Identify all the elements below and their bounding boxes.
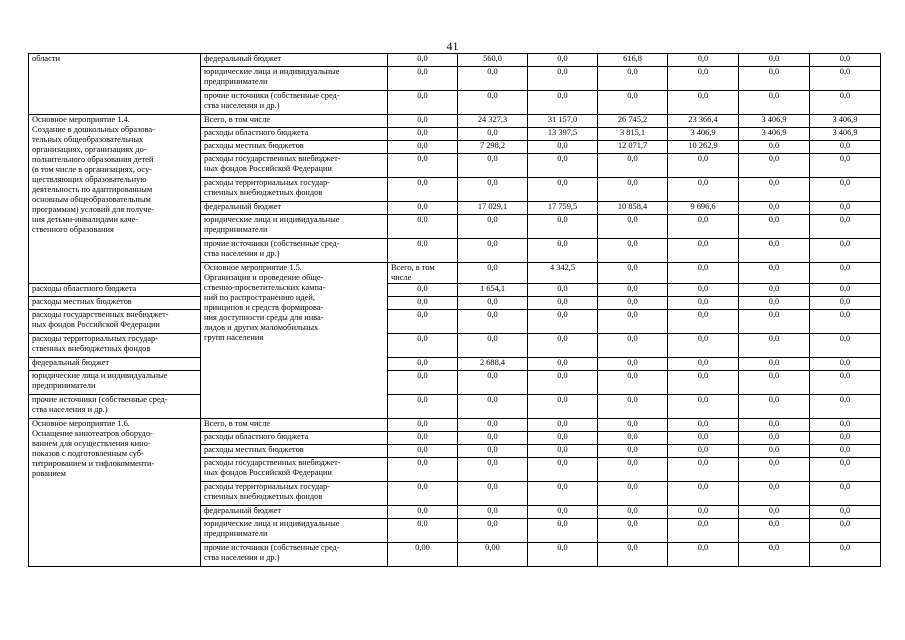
measure-description: области: [29, 54, 201, 115]
amount-cell: 12 071,7: [598, 141, 668, 154]
amount-cell: 0,0: [528, 458, 598, 482]
amount-cell: 0,00: [458, 543, 528, 567]
amount-cell: 0,0: [598, 482, 668, 506]
amount-cell: 0,0: [598, 419, 668, 432]
amount-cell: 0,0: [458, 297, 528, 310]
amount-cell: 0,0: [810, 358, 881, 371]
amount-cell: 0,0: [739, 419, 810, 432]
funding-source: прочие источники (собственные сред- ства населения и др.): [201, 543, 388, 567]
amount-cell: 0,0: [668, 543, 739, 567]
amount-cell: 0,0: [458, 310, 528, 334]
amount-cell: 0,0: [739, 519, 810, 543]
amount-cell: 0,0: [528, 154, 598, 178]
amount-cell: 0,0: [388, 519, 458, 543]
budget-table: [28, 53, 881, 567]
amount-cell: 0,0: [598, 284, 668, 297]
table-row: [29, 419, 881, 432]
amount-cell: 0,0: [668, 91, 739, 115]
table-row: [29, 54, 881, 67]
amount-cell: 0,0: [388, 482, 458, 506]
amount-cell: 0,0: [528, 141, 598, 154]
amount-cell: 0,0: [739, 482, 810, 506]
amount-cell: 0,0: [668, 482, 739, 506]
amount-cell: 0,0: [458, 519, 528, 543]
amount-cell: 0,0: [458, 334, 528, 358]
amount-cell: 10 858,4: [598, 202, 668, 215]
amount-cell: 0,0: [388, 284, 458, 297]
amount-cell: 0,0: [388, 141, 458, 154]
amount-cell: 0,0: [528, 432, 598, 445]
funding-source: расходы областного бюджета: [201, 128, 388, 141]
amount-cell: 0,0: [810, 432, 881, 445]
amount-cell: 0,0: [458, 239, 528, 263]
amount-cell: 3 406,9: [810, 115, 881, 128]
amount-cell: 0,0: [739, 91, 810, 115]
amount-cell: 0,0: [388, 458, 458, 482]
amount-cell: 0,0: [810, 202, 881, 215]
funding-source: расходы местных бюджетов: [201, 141, 388, 154]
funding-source: расходы государственных внебюджет- ных фондов Российской Федерации: [29, 310, 201, 334]
amount-cell: 0,0: [739, 458, 810, 482]
amount-cell: 0,0: [388, 395, 458, 419]
amount-cell: 0,0: [810, 482, 881, 506]
amount-cell: 0,0: [458, 482, 528, 506]
amount-cell: 31 157,0: [528, 115, 598, 128]
amount-cell: 0,0: [598, 371, 668, 395]
amount-cell: 0,0: [528, 178, 598, 202]
amount-cell: 0,0: [668, 506, 739, 519]
funding-source: Всего, в том числе: [201, 419, 388, 432]
amount-cell: 0,0: [388, 91, 458, 115]
amount-cell: 0,0: [739, 284, 810, 297]
amount-cell: 0,0: [458, 371, 528, 395]
amount-cell: 9 696,6: [668, 202, 739, 215]
amount-cell: 0,0: [528, 310, 598, 334]
amount-cell: 0,0: [598, 519, 668, 543]
amount-cell: 0,0: [668, 178, 739, 202]
funding-source: расходы областного бюджета: [29, 284, 201, 297]
amount-cell: 23 366,4: [668, 115, 739, 128]
amount-cell: 0,0: [458, 419, 528, 432]
funding-source: федеральный бюджет: [201, 506, 388, 519]
amount-cell: 0,0: [739, 239, 810, 263]
funding-source: расходы территориальных государ- ственных внебюджетных фондов: [201, 178, 388, 202]
amount-cell: 0,0: [388, 310, 458, 334]
table-row: [29, 358, 881, 371]
amount-cell: 2 688,4: [458, 358, 528, 371]
amount-cell: 0,0: [528, 284, 598, 297]
amount-cell: 7 298,2: [458, 141, 528, 154]
amount-cell: 0,0: [668, 395, 739, 419]
amount-cell: 616,8: [598, 54, 668, 67]
amount-cell: 0,0: [528, 543, 598, 567]
funding-source: прочие источники (собственные сред- ства населения и др.): [201, 91, 388, 115]
amount-cell: 0,0: [458, 178, 528, 202]
amount-cell: 0,0: [598, 395, 668, 419]
amount-cell: 0,0: [528, 506, 598, 519]
amount-cell: 0,0: [598, 334, 668, 358]
amount-cell: 0,0: [810, 445, 881, 458]
amount-cell: 0,0: [668, 297, 739, 310]
amount-cell: 0,0: [388, 67, 458, 91]
amount-cell: 0,0: [388, 371, 458, 395]
amount-cell: 0,0: [668, 239, 739, 263]
amount-cell: 0,0: [388, 506, 458, 519]
amount-cell: 24 327,3: [458, 115, 528, 128]
amount-cell: 0,0: [739, 54, 810, 67]
funding-source: расходы местных бюджетов: [201, 445, 388, 458]
amount-cell: 0,0: [739, 202, 810, 215]
amount-cell: 0,0: [810, 371, 881, 395]
table-row: [29, 284, 881, 297]
amount-cell: 0,0: [810, 519, 881, 543]
amount-cell: 0,0: [528, 519, 598, 543]
amount-cell: 0,0: [458, 91, 528, 115]
table-row: [29, 371, 881, 395]
amount-cell: 0,0: [668, 519, 739, 543]
amount-cell: 0,0: [388, 432, 458, 445]
amount-cell: 0,0: [810, 54, 881, 67]
page-number: 41: [446, 39, 459, 53]
amount-cell: 0,0: [598, 154, 668, 178]
amount-cell: 0,0: [388, 358, 458, 371]
amount-cell: 4 342,5: [528, 263, 598, 284]
amount-cell: 0,0: [528, 445, 598, 458]
amount-cell: 0,0: [739, 154, 810, 178]
amount-cell: 0,0: [528, 67, 598, 91]
amount-cell: 0,0: [668, 215, 739, 239]
amount-cell: 3 406,9: [739, 115, 810, 128]
amount-cell: 0,0: [739, 334, 810, 358]
amount-cell: 0,0: [598, 458, 668, 482]
funding-source: юридические лица и индивидуальные предприниматели: [201, 519, 388, 543]
amount-cell: 0,0: [739, 297, 810, 310]
amount-cell: 0,00: [388, 543, 458, 567]
amount-cell: 1 654,1: [458, 284, 528, 297]
amount-cell: 0,0: [388, 178, 458, 202]
amount-cell: 0,0: [810, 458, 881, 482]
measure-description: Основное мероприятие 1.6. Оснащение кинотеатров оборудо- ванием для осуществления кино- показов с подготовленным суб- титрированием и тифлокомменти- рованием: [29, 419, 201, 567]
funding-source: юридические лица и индивидуальные предприниматели: [201, 215, 388, 239]
amount-cell: 0,0: [739, 371, 810, 395]
amount-cell: 0,0: [458, 263, 528, 284]
amount-cell: 0,0: [598, 310, 668, 334]
amount-cell: 0,0: [598, 91, 668, 115]
amount-cell: 0,0: [528, 482, 598, 506]
amount-cell: 0,0: [810, 154, 881, 178]
funding-source: федеральный бюджет: [201, 54, 388, 67]
amount-cell: 0,0: [739, 358, 810, 371]
funding-source: Всего, в том числе: [201, 115, 388, 128]
amount-cell: 0,0: [528, 371, 598, 395]
amount-cell: 0,0: [739, 67, 810, 91]
amount-cell: 0,0: [528, 54, 598, 67]
amount-cell: 0,0: [668, 445, 739, 458]
amount-cell: 0,0: [598, 543, 668, 567]
amount-cell: 0,0: [598, 178, 668, 202]
amount-cell: 0,0: [458, 395, 528, 419]
amount-cell: 0,0: [810, 395, 881, 419]
funding-source: расходы территориальных государ- ственных внебюджетных фондов: [29, 334, 201, 358]
table-row: [29, 395, 881, 419]
amount-cell: 0,0: [388, 115, 458, 128]
amount-cell: 0,0: [810, 284, 881, 297]
funding-source: прочие источники (собственные сред- ства населения и др.): [29, 395, 201, 419]
amount-cell: 0,0: [528, 419, 598, 432]
funding-source: расходы областного бюджета: [201, 432, 388, 445]
amount-cell: 0,0: [668, 67, 739, 91]
amount-cell: 0,0: [598, 358, 668, 371]
funding-source: прочие источники (собственные сред- ства населения и др.): [201, 239, 388, 263]
amount-cell: 0,0: [810, 141, 881, 154]
amount-cell: 0,0: [739, 506, 810, 519]
amount-cell: 26 745,2: [598, 115, 668, 128]
amount-cell: 0,0: [458, 154, 528, 178]
amount-cell: 560,0: [458, 54, 528, 67]
amount-cell: 0,0: [810, 310, 881, 334]
amount-cell: 0,0: [458, 128, 528, 141]
amount-cell: 0,0: [528, 215, 598, 239]
funding-source: юридические лица и индивидуальные предприниматели: [29, 371, 201, 395]
amount-cell: 0,0: [458, 67, 528, 91]
funding-source: расходы государственных внебюджет- ных фондов Российской Федерации: [201, 458, 388, 482]
amount-cell: 0,0: [810, 506, 881, 519]
amount-cell: 0,0: [598, 506, 668, 519]
amount-cell: 0,0: [810, 263, 881, 284]
amount-cell: 0,0: [598, 432, 668, 445]
amount-cell: 17 759,5: [528, 202, 598, 215]
amount-cell: 0,0: [388, 445, 458, 458]
amount-cell: 3 406,9: [668, 128, 739, 141]
amount-cell: 0,0: [388, 334, 458, 358]
amount-cell: 0,0: [668, 310, 739, 334]
amount-cell: 0,0: [528, 91, 598, 115]
funding-source: юридические лица и индивидуальные предприниматели: [201, 67, 388, 91]
amount-cell: 0,0: [528, 395, 598, 419]
amount-cell: 0,0: [388, 128, 458, 141]
table-row: [29, 334, 881, 358]
amount-cell: 0,0: [739, 445, 810, 458]
amount-cell: 0,0: [739, 141, 810, 154]
funding-source: расходы территориальных государ- ственных внебюджетных фондов: [201, 482, 388, 506]
amount-cell: 0,0: [388, 202, 458, 215]
amount-cell: 0,0: [668, 154, 739, 178]
table-row: [29, 115, 881, 128]
measure-description: Основное мероприятие 1.5. Организация и проведение обще- ственно-просветительских кампа- ний по распространению идей, принципов и средств формирова- ния доступности среды для инва- лидов и других маломобильных групп населения: [201, 263, 388, 419]
funding-source: расходы местных бюджетов: [29, 297, 201, 310]
amount-cell: 0,0: [598, 297, 668, 310]
amount-cell: 3 815,1: [598, 128, 668, 141]
amount-cell: 0,0: [528, 239, 598, 263]
amount-cell: 0,0: [810, 91, 881, 115]
amount-cell: 0,0: [528, 297, 598, 310]
amount-cell: 0,0: [810, 178, 881, 202]
amount-cell: 0,0: [668, 358, 739, 371]
amount-cell: 0,0: [668, 432, 739, 445]
amount-cell: 3 406,9: [810, 128, 881, 141]
amount-cell: 0,0: [739, 178, 810, 202]
amount-cell: 0,0: [810, 543, 881, 567]
amount-cell: 0,0: [598, 67, 668, 91]
amount-cell: 0,0: [810, 215, 881, 239]
amount-cell: 0,0: [528, 334, 598, 358]
amount-cell: 0,0: [598, 239, 668, 263]
amount-cell: 0,0: [739, 432, 810, 445]
amount-cell: 0,0: [739, 395, 810, 419]
amount-cell: 3 406,9: [739, 128, 810, 141]
amount-cell: 0,0: [739, 310, 810, 334]
amount-cell: 10 262,9: [668, 141, 739, 154]
amount-cell: 0,0: [810, 239, 881, 263]
table-row: [29, 297, 881, 310]
amount-cell: 0,0: [598, 263, 668, 284]
funding-source: федеральный бюджет: [29, 358, 201, 371]
amount-cell: 0,0: [810, 67, 881, 91]
amount-cell: 0,0: [388, 215, 458, 239]
amount-cell: 0,0: [668, 284, 739, 297]
funding-source: расходы государственных внебюджет- ных фондов Российской Федерации: [201, 154, 388, 178]
amount-cell: 0,0: [810, 334, 881, 358]
amount-cell: 0,0: [668, 54, 739, 67]
amount-cell: 0,0: [458, 432, 528, 445]
amount-cell: 0,0: [388, 297, 458, 310]
amount-cell: 0,0: [668, 371, 739, 395]
amount-cell: 0,0: [739, 543, 810, 567]
amount-cell: 0,0: [528, 358, 598, 371]
amount-cell: 0,0: [598, 445, 668, 458]
amount-cell: 0,0: [668, 334, 739, 358]
amount-cell: 0,0: [458, 215, 528, 239]
funding-source: Всего, в том числе: [388, 263, 458, 284]
amount-cell: 13 397,5: [528, 128, 598, 141]
table-row: [29, 310, 881, 334]
amount-cell: 17 029,1: [458, 202, 528, 215]
funding-source: федеральный бюджет: [201, 202, 388, 215]
amount-cell: 0,0: [810, 297, 881, 310]
amount-cell: 0,0: [388, 239, 458, 263]
amount-cell: 0,0: [388, 154, 458, 178]
amount-cell: 0,0: [458, 506, 528, 519]
amount-cell: 0,0: [739, 215, 810, 239]
amount-cell: 0,0: [668, 263, 739, 284]
amount-cell: 0,0: [668, 458, 739, 482]
amount-cell: 0,0: [598, 215, 668, 239]
amount-cell: 0,0: [810, 419, 881, 432]
amount-cell: 0,0: [458, 445, 528, 458]
budget-table-body: [29, 54, 881, 567]
measure-description: Основное мероприятие 1.4. Создание в дошкольных образова- тельных общеобразовательных организациях, организациях до- полнительного образования детей (в том числе в организациях, осу- ществляющих образовательную деятельность по адаптированным основным общеобразовательным программам) условий для получе- ния детьми-инвалидами каче- ственного образования: [29, 115, 201, 284]
amount-cell: 0,0: [458, 458, 528, 482]
amount-cell: 0,0: [668, 419, 739, 432]
amount-cell: 0,0: [388, 54, 458, 67]
amount-cell: 0,0: [739, 263, 810, 284]
amount-cell: 0,0: [388, 419, 458, 432]
